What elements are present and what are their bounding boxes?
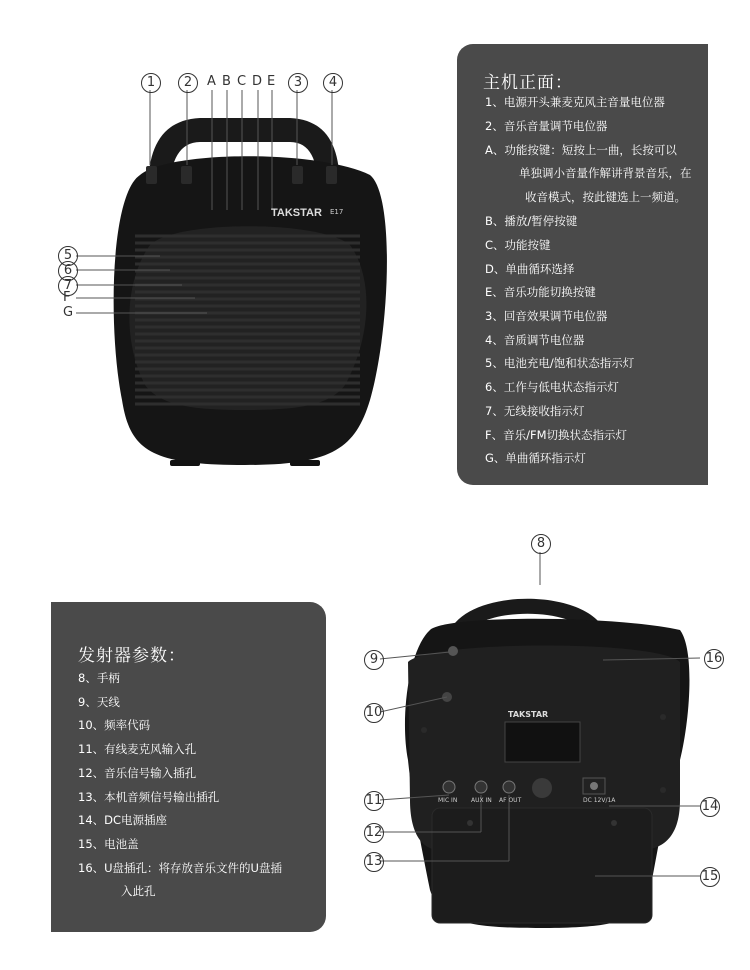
callout-e: E (267, 74, 276, 89)
dc-label: DC 12V/1A (583, 797, 616, 804)
rear-spec-panel (51, 602, 326, 932)
callout-14: 14 (700, 797, 720, 817)
callout-16: 16 (704, 649, 724, 669)
front-item: 2、音乐音量调节电位器 (485, 119, 608, 133)
rear-item: 8、手柄 (78, 671, 120, 685)
callout-c: C (237, 74, 247, 89)
front-speaker-image (114, 118, 387, 466)
callout-f: F (63, 290, 71, 305)
front-panel-title: 主机正面： (483, 73, 573, 93)
rear-item: 入此孔 (121, 884, 156, 898)
rear-item: 12、音乐信号输入插孔 (78, 766, 197, 780)
callout-11: 11 (364, 791, 384, 811)
rear-panel-title: 发射器参数： (78, 646, 186, 666)
callout-15: 15 (700, 867, 720, 887)
callout-10: 10 (364, 703, 384, 723)
front-item: 收音模式，按此键选上一频道。 (525, 190, 686, 204)
callout-7: 7 (58, 276, 78, 296)
rear-item: 9、天线 (78, 695, 120, 709)
jack-label-af: AF OUT (499, 797, 522, 804)
front-item: 单独调小音量作解讲背景音乐，在 (519, 166, 692, 180)
front-item: 7、无线接收指示灯 (485, 404, 585, 418)
callout-d: D (252, 74, 263, 89)
jack-label-mic: MIC IN (438, 797, 458, 804)
callout-6: 6 (58, 261, 78, 281)
front-item: 3、回音效果调节电位器 (485, 309, 608, 323)
callout-13: 13 (364, 852, 384, 872)
rear-item: 13、本机音频信号输出插孔 (78, 790, 220, 804)
rear-item: 10、频率代码 (78, 718, 151, 732)
front-item: F、音乐/FM切换状态指示灯 (485, 428, 628, 442)
callout-a: A (207, 74, 216, 89)
callout-g: G (63, 305, 74, 320)
rear-brand-label: TAKSTAR (508, 710, 549, 719)
callout-12: 12 (364, 823, 384, 843)
front-brand-label: TAKSTAR (271, 207, 322, 219)
front-item: 4、音质调节电位器 (485, 333, 585, 347)
front-item: A、功能按键：短按上一曲，长按可以 (485, 143, 677, 157)
callout-5: 5 (58, 246, 78, 266)
rear-speaker-image (405, 599, 689, 928)
front-item: 1、电源开头兼麦克风主音量电位器 (485, 95, 665, 109)
callout-1: 1 (141, 73, 161, 93)
callout-9: 9 (364, 650, 384, 670)
front-item: D、单曲循环选择 (485, 262, 575, 276)
front-item: B、播放/暂停按键 (485, 214, 578, 228)
rear-item: 16、U盘插孔：将存放音乐文件的U盘插 (78, 861, 282, 875)
front-spec-panel (457, 44, 708, 485)
front-item: C、功能按键 (485, 238, 551, 252)
front-item: 5、电池充电/饱和状态指示灯 (485, 356, 635, 370)
callout-3: 3 (288, 73, 308, 93)
jack-label-aux: AUX IN (471, 797, 492, 804)
rear-item: 11、有线麦克风输入孔 (78, 742, 197, 756)
front-model-label: E17 (330, 208, 344, 216)
rear-item: 14、DC电源插座 (78, 813, 168, 827)
front-item: E、音乐功能切换按键 (485, 285, 596, 299)
callout-b: B (222, 74, 231, 89)
front-item: G、单曲循环指示灯 (485, 451, 586, 465)
callout-4: 4 (323, 73, 343, 93)
front-item: 6、工作与低电状态指示灯 (485, 380, 619, 394)
callout-8: 8 (531, 534, 551, 554)
callout-2: 2 (178, 73, 198, 93)
rear-item: 15、电池盖 (78, 837, 139, 851)
